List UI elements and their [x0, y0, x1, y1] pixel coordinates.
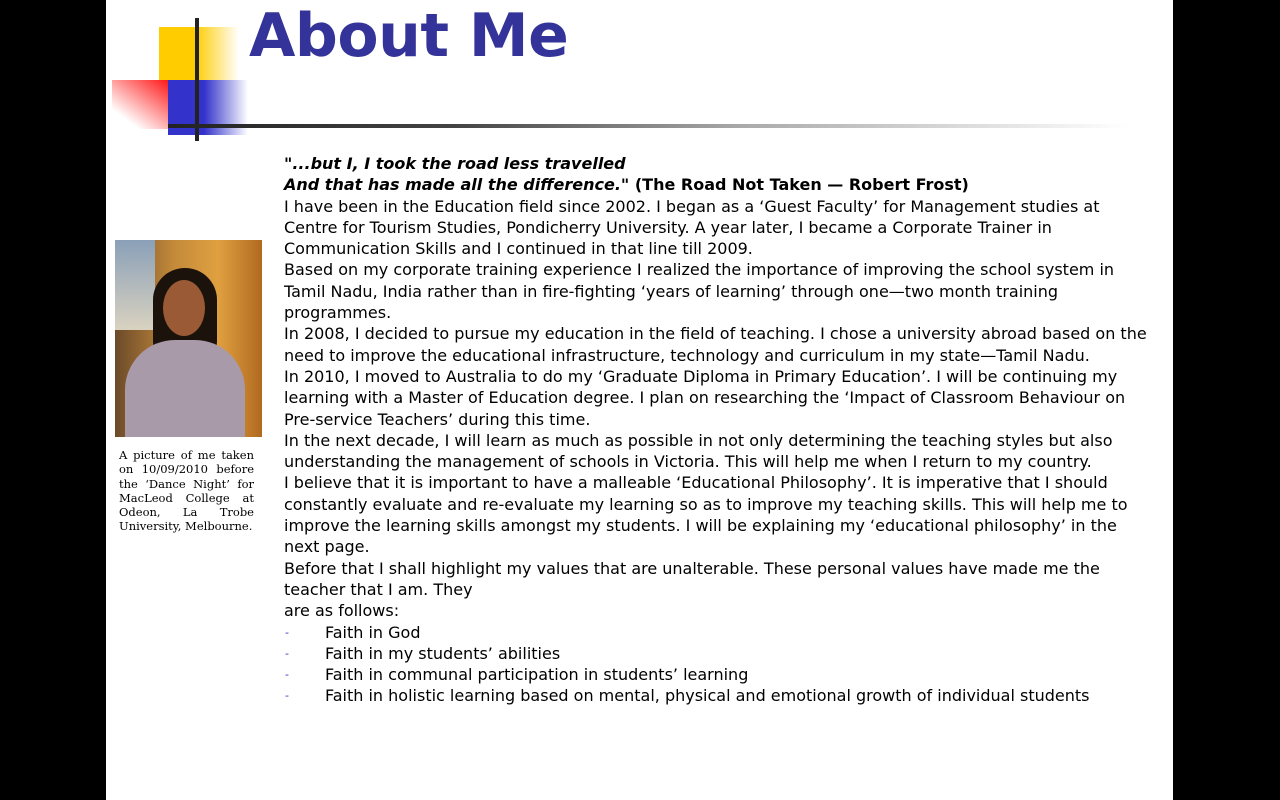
- list-item: [284, 664, 1154, 685]
- list-item-text: Faith in my students’ abilities: [325, 643, 561, 663]
- quote-source: (The Road Not Taken — Robert Frost): [634, 175, 969, 195]
- quote: [284, 153, 1154, 196]
- slide-body: [284, 153, 1154, 707]
- dash-bullet-icon: -: [285, 646, 289, 660]
- vertical-line-decoration: [195, 18, 199, 141]
- yellow-square-decoration: [159, 27, 239, 80]
- paragraph: I believe that it is important to have a malleable ‘Educational Philosophy’. It is imperative that I should constantly evaluate and re-evaluate my learning so as to improve my teaching skills. This will help me to improve the learning skills amongst my students. I will be explaining my ‘educational philosophy’ in the next page.: [284, 473, 1128, 557]
- list-item-text: Faith in holistic learning based on mental, physical and emotional growth of individual students: [325, 686, 1090, 706]
- list-item: [284, 685, 1154, 706]
- list-item-text: Faith in communal participation in students’ learning: [325, 665, 749, 685]
- photo-caption: A picture of me taken on 10/09/2010 before the ‘Dance Night’ for MacLeod College at Odeon, La Trobe University, Melbourne.: [119, 448, 254, 534]
- profile-photo: [115, 240, 262, 437]
- paragraph: Based on my corporate training experience I realized the importance of improving the school system in Tamil Nadu, India rather than in fire-fighting ‘years of learning’ through one—two month training programmes.: [284, 260, 1115, 323]
- paragraph: In 2008, I decided to pursue my education in the field of teaching. I chose a university abroad based on the need to improve the educational infrastructure, technology and curriculum in my state—Tamil Nadu.: [284, 324, 1147, 365]
- list-item-text: Faith in God: [325, 622, 421, 642]
- paragraph: I have been in the Education field since 2002. I began as a ‘Guest Faculty’ for Management studies at Centre for Tourism Studies, Pondicherry University. A year later, I became a Corporate Trainer in Communication Skills and I continued in that line till 2009.: [284, 196, 1100, 259]
- paragraph: In the next decade, I will learn as much as possible in not only determining the teaching styles but also understanding the management of schools in Victoria. This will help me when I return to my country.: [284, 430, 1113, 472]
- values-list: [284, 622, 1154, 707]
- quote-line-1: "...but I, I took the road less travelled: [284, 154, 626, 173]
- quote-line-2: And that has made all the difference.": [284, 175, 630, 195]
- paragraph: Before that I shall highlight my values that are unalterable. These personal values have made me the teacher that I am. They: [284, 558, 1100, 599]
- list-item: [284, 622, 1154, 643]
- dash-bullet-icon: -: [285, 668, 289, 682]
- dash-bullet-icon: -: [285, 625, 289, 639]
- dash-bullet-icon: -: [285, 689, 289, 703]
- paragraph: In 2010, I moved to Australia to do my ‘Graduate Diploma in Primary Education’. I will be continuing my learning with a Master of Education degree. I plan on researching the ‘Impact of Classroom Behaviour on Pre-service Teachers’ during this time.: [284, 366, 1126, 429]
- horizontal-rule-decoration: [168, 124, 1128, 128]
- list-item: [284, 643, 1154, 664]
- slide: [106, 0, 1173, 800]
- slide-title: About Me: [249, 1, 569, 71]
- paragraph: are as follows:: [284, 601, 400, 621]
